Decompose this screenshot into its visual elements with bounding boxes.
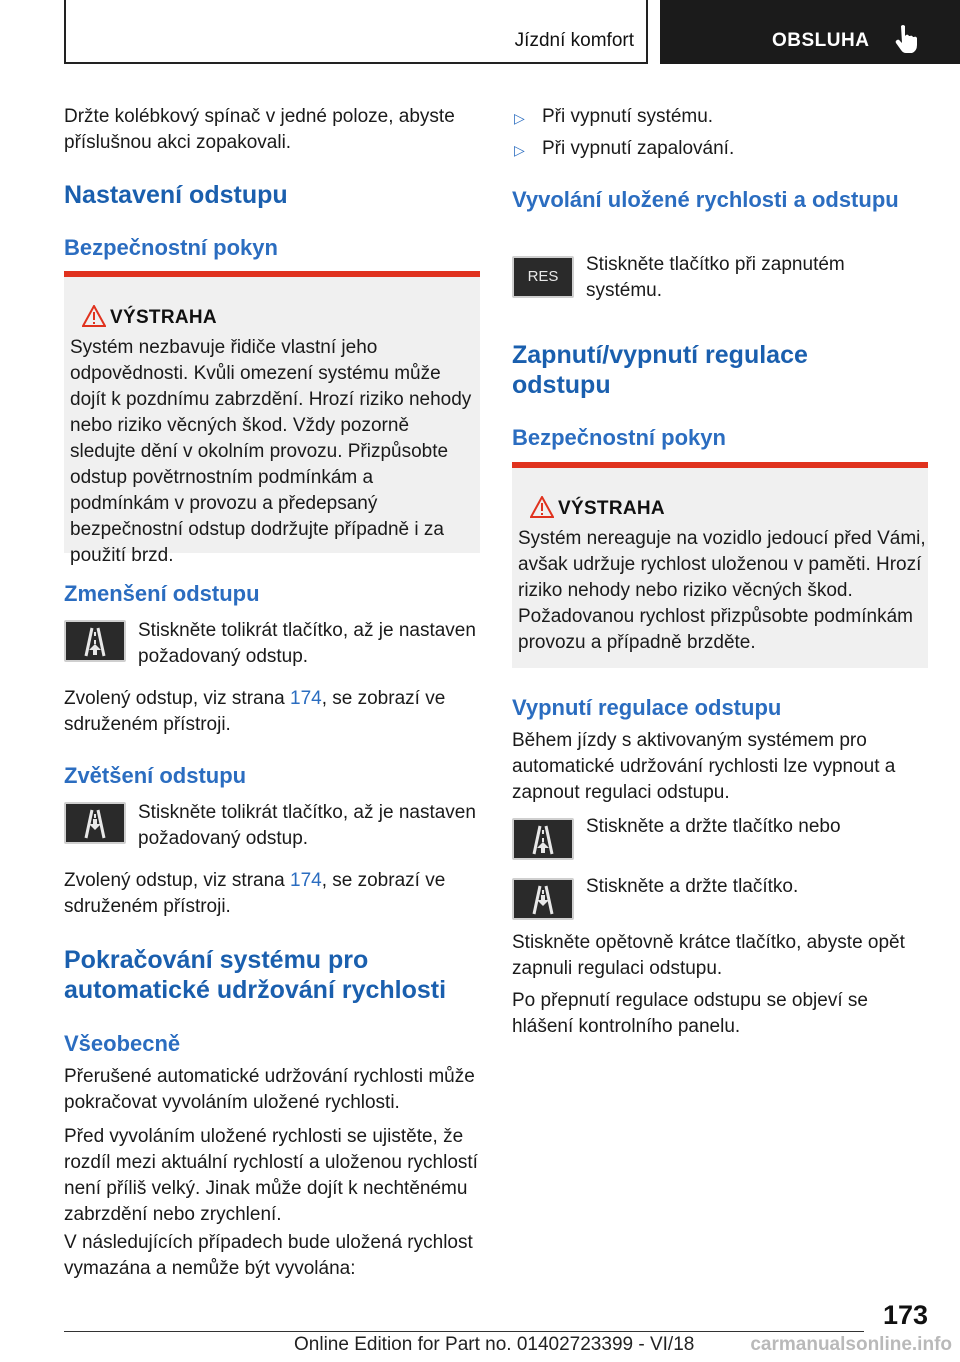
footer-divider <box>64 1331 864 1332</box>
header-chapter-tab <box>64 0 648 64</box>
heading-bezpecnost-1: Bezpečnostní pokyn <box>64 235 278 260</box>
heading-nastaveni: Nastavení odstupu <box>64 181 288 209</box>
hand-pointer-icon <box>894 24 920 59</box>
watermark: carmanualsonline.info <box>750 1334 952 1355</box>
page-number: 173 <box>882 1300 928 1330</box>
paragraph-opet: Stiskněte opětovně krátce tlačítko, abyste opět zapnuli regulaci odstupu. <box>512 932 905 979</box>
paragraph-vseobecne-3: V následujících případech bude uložená rychlost vymazána a nemůže být vyvolána: <box>64 1232 473 1279</box>
heading-zmenseni: Zmenšení odstupu <box>64 581 260 606</box>
page-link-174[interactable]: 174 <box>290 870 322 891</box>
distance-decrease-button-image <box>64 620 126 662</box>
res-button-label: RES <box>527 268 559 285</box>
section-title: OBSLUHA <box>772 30 870 51</box>
distance-road-icon <box>66 622 124 660</box>
zmenseni-note: Zvolený odstup, viz strana 174, se zobrazí ve sdruženém přístroji. <box>64 688 446 735</box>
page-link-174[interactable]: 174 <box>290 688 322 709</box>
chapter-title: Jízdní komfort <box>514 30 634 51</box>
header-section-tab <box>660 0 960 64</box>
warning-text-2: Systém nereaguje na vozidlo jedoucí před Vámi, avšak udržuje rychlost uloženou v paměti. Hrozí riziko nehody nebo riziko věcných škod. Požadovanou rychlost přizpůsobte podmínkám provozu a případně brzděte. <box>518 528 926 653</box>
warning-triangle-icon <box>530 496 554 523</box>
bullet-item-2: Při vypnutí zapalování. <box>542 138 735 159</box>
bullet-item-1: Při vypnutí systému. <box>542 106 714 127</box>
bullet-triangle-icon: ▷ <box>514 142 525 158</box>
distance-button-image-2 <box>512 878 574 920</box>
warning-text-1: Systém nezbavuje řidiče vlastní jeho odpovědnosti. Kvůli omezení systému může dojít k pozdnímu zabrzdění. Hrozí riziko nehody nebo riziko věcných škod. Vždy pozorně sledujte dění v okolním provozu. Přizpůsobte odstup povětrnostním podmínkám a podmínkám v provozu a předepsaný bezpečnostní odstup dodržujte případně i za použití brzd. <box>70 337 472 566</box>
btn1-instruction: Stiskněte a držte tlačítko nebo <box>586 816 841 837</box>
bullet-triangle-icon: ▷ <box>514 110 525 126</box>
distance-increase-button-image <box>64 802 126 844</box>
zmenseni-instruction: Stiskněte tolikrát tlačítko, až je nastaven požadovaný odstup. <box>138 620 476 667</box>
warning-box-1 <box>64 271 480 566</box>
heading-vyvolani: Vyvolání uložené rychlosti a odstupu <box>512 187 899 212</box>
heading-vseobecne: Všeobecně <box>64 1031 181 1056</box>
heading-pokracovani: Pokračování systému pro automatické udržování rychlosti <box>64 946 447 1004</box>
heading-vypnuti: Vypnutí regulace odstupu <box>512 695 782 720</box>
heading-bezpecnost-2: Bezpečnostní pokyn <box>512 425 726 450</box>
footer-edition: Online Edition for Part no. 01402723399 - VI/18 <box>294 1334 695 1355</box>
paragraph-prepnuti: Po přepnutí regulace odstupu se objeví se hlášení kontrolního panelu. <box>512 990 868 1037</box>
res-instruction: Stiskněte tlačítko při zapnutém systému. <box>586 254 845 301</box>
warning-box-2 <box>512 462 928 668</box>
zvetseni-note: Zvolený odstup, viz strana 174, se zobrazí ve sdruženém přístroji. <box>64 870 446 917</box>
distance-road-icon <box>514 880 572 918</box>
btn2-instruction: Stiskněte a držte tlačítko. <box>586 876 799 897</box>
paragraph-vseobecne-1: Přerušené automatické udržování rychlosti může pokračovat vyvoláním uložené rychlosti. <box>64 1066 475 1113</box>
distance-road-icon <box>514 820 572 858</box>
heading-zapnuti: Zapnutí/vypnutí regulace odstupu <box>512 341 808 399</box>
vypnuti-paragraph: Během jízdy s aktivovaným systémem pro automatické udržování rychlosti lze vypnout a zapnout regulaci odstupu. <box>512 730 896 803</box>
zvetseni-instruction: Stiskněte tolikrát tlačítko, až je nastaven požadovaný odstup. <box>138 802 476 849</box>
warning-title-1: VÝSTRAHA <box>110 307 217 328</box>
distance-road-icon <box>66 804 124 842</box>
warning-title-2: VÝSTRAHA <box>558 498 665 519</box>
warning-triangle-icon <box>82 305 106 332</box>
distance-button-image-1 <box>512 818 574 860</box>
paragraph-vseobecne-2: Před vyvoláním uložené rychlosti se ujistěte, že rozdíl mezi aktuální rychlostí a uloženou rychlostí není příliš velký. Jinak může dojít k nechtěnému zabrzdění nebo zrychlení. <box>64 1126 478 1225</box>
heading-zvetseni: Zvětšení odstupu <box>64 763 247 788</box>
intro-paragraph: Držte kolébkový spínač v jedné poloze, abyste příslušnou akci zopakovali. <box>64 106 455 153</box>
res-button-image <box>512 256 574 298</box>
